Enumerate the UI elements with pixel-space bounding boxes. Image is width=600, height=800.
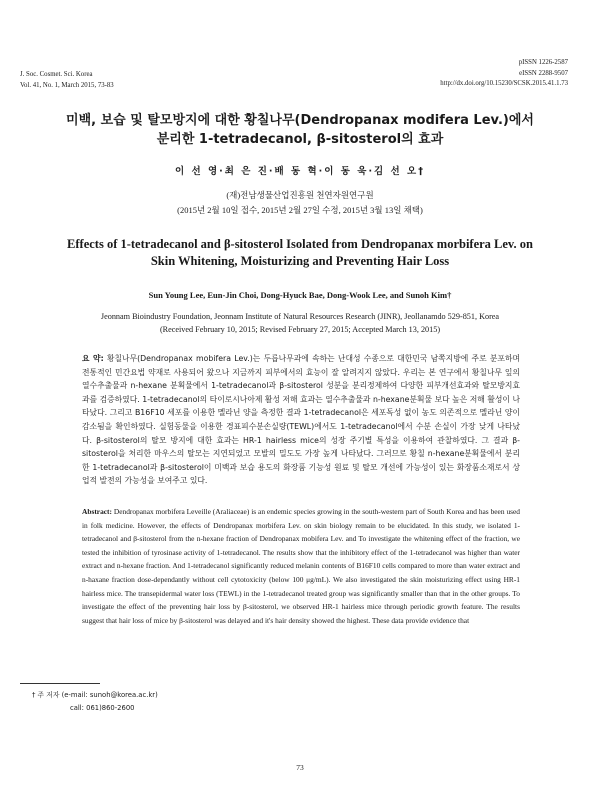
korean-title-line2: 분리한 1-tetradecanol, β-sitosterol의 효과 (156, 132, 444, 147)
english-dates: (Received February 10, 2015; Revised February 27, 2015; Accepted March 13, 2015) (159, 325, 441, 334)
english-abstract (82, 505, 520, 627)
korean-title (0, 111, 600, 149)
korean-dates: (2015년 2월 10일 접수, 2015년 2월 27일 수정, 2015년 3월 13일 채택) (177, 205, 423, 215)
footnote-divider (20, 683, 100, 684)
korean-affiliation: (재)전남생물산업진흥원 천연자원연구원 (226, 190, 374, 200)
english-affiliation-block (0, 310, 600, 336)
korean-authors: 이 선 영·최 은 진·배 동 혁·이 동 욱·김 선 오† (175, 166, 425, 177)
korean-abstract (82, 352, 520, 488)
english-affiliation: Jeonnam Bioindustry Foundation, Jeonnam Institute of Natural Resources Research (JINR), Jeollanamdo 529-851, Korea (100, 312, 500, 321)
journal-header-left (20, 70, 114, 91)
korean-abstract-label: 요 약: (82, 354, 104, 363)
page-number: 73 (296, 763, 304, 772)
pissn: pISSN 1226-2587 (518, 59, 568, 66)
doi-link[interactable]: http://dx.doi.org/10.15230/SCSK.2015.41.1.73 (440, 80, 568, 87)
english-abstract-text: Dendropanax morbifera Leveille (Araliaceae) is an endemic species growing in the south-western part of South Korea and has been used in folk medicine. However, the effects of Dendropanax morbifera Lev. on skin biology remain to be elucidated. In this study, we isolated 1-tetradecanol and β-sitosterol from the n-hexane fraction of Dendropanax mobifera Lev. and To investigate the whitening effect of the fraction, we tested the inhibition of tyrosinase activity of 1-tetradecanol. The results show that the inhibitory effect of the 1-tetradecanol was higher than water extract and n-hexane fraction. And 1-tetradecanol significantly reduced melanin contents of B16F10 cells compared to more than water extract and n-haxane fraction dose-dependantly without cell cytotoxicity (below 100 μg/mL). We also investigated the skin moisturizing effect using HR-1 hairless mice. The transepidermal water loss (TEWL) in the 1-tetradecanol treated group was significantly smaller than that in the other groups. To investigate the effect of the preventing hair loss by β-sitosterol, we observed HR-1 hairless mice through periodic growth feature. The results suggest that hair loss of mice by β-sitosterol was delayed and it's hair density showed the highest. These data provide evidence that (82, 507, 520, 625)
english-title-line2: Skin Whitening, Moisturizing and Preventing Hair Loss (150, 254, 450, 268)
english-authors: Sun Young Lee, Eun-Jin Choi, Dong-Hyuck Bae, Dong-Wook Lee, and Sunoh Kim† (148, 290, 452, 300)
footnote-phone: call: 061)860-2600 (70, 704, 135, 712)
english-title (30, 236, 570, 270)
footnote-contact: † 주 저자 (e-mail: sunoh@korea.ac.kr) (32, 691, 158, 699)
english-title-line1: Effects of 1-tetradecanol and β-sitosterol Isolated from Dendropanax morbifera Lev. on (67, 237, 533, 251)
english-abstract-label: Abstract: (82, 507, 112, 516)
footnote (32, 689, 158, 715)
journal-volume: Vol. 41, No. 1, March 2015, 73-83 (20, 81, 114, 89)
korean-title-line1: 미백, 보습 및 탈모방지에 대한 황칠나무(Dendropanax modifera Lev.)에서 (66, 113, 534, 128)
korean-abstract-text: 황칠나무(Dendropanax mobifera Lev.)는 두릅나무과에 속하는 난대성 수종으로 대한민국 남쪽지방에 주로 분포하며 전통적인 민간요법 약재로 사용되어 왔으나 지금까지 피부에서의 효능이 잘 알려지지 않았다. 우리는 본 연구에서 황칠나무 잎의 열수추출물과 n-hexane 분획물에서 1-tetradecanol과 β-sitosterol 성분을 분리정제하여 다양한 피부개선효과와 탈모방지효과를 검증하였다. 1-tetradecanol의 타이로시나아제 활성 저해 효과는 열수추출물과 n-hexane분획물 보다 높은 저해 활성이 나타났다. 그리고 B16F10 세포를 이용한 멜라닌 양을 측정한 결과 1-tetradecanol은 세포독성 없이 농도 의존적으로 멜라닌 양이 감소됨을 확인하였다. 실험동물을 이용한 경표피수분손실량(TEWL)에서도 1-tetradecanol에서 수분 손실이 가장 낮게 나타났다. β-sitosterol의 탈모 방지에 대한 효과는 HR-1 hairless mice의 성장 주기별 특성을 이용하여 관찰하였다. 그 결과 β-sitosterol을 처리한 마우스의 탈모는 지연되었고 모발의 밀도도 가장 높게 나타났다. 그러므로 황칠 n-hexane분획물에서 분리한 1-tetradecanol과 β-sitosterol이 미백과 보습 용도의 화장품 기능성 원료 및 탈모 개선에 가능성이 있는 화장품소재로서 상업적 발전의 가능성을 보여주고 있다. (82, 354, 521, 486)
journal-header-right (440, 58, 568, 90)
eissn: eISSN 2288-9507 (519, 69, 568, 77)
journal-name: J. Soc. Cosmet. Sci. Korea (20, 71, 93, 78)
